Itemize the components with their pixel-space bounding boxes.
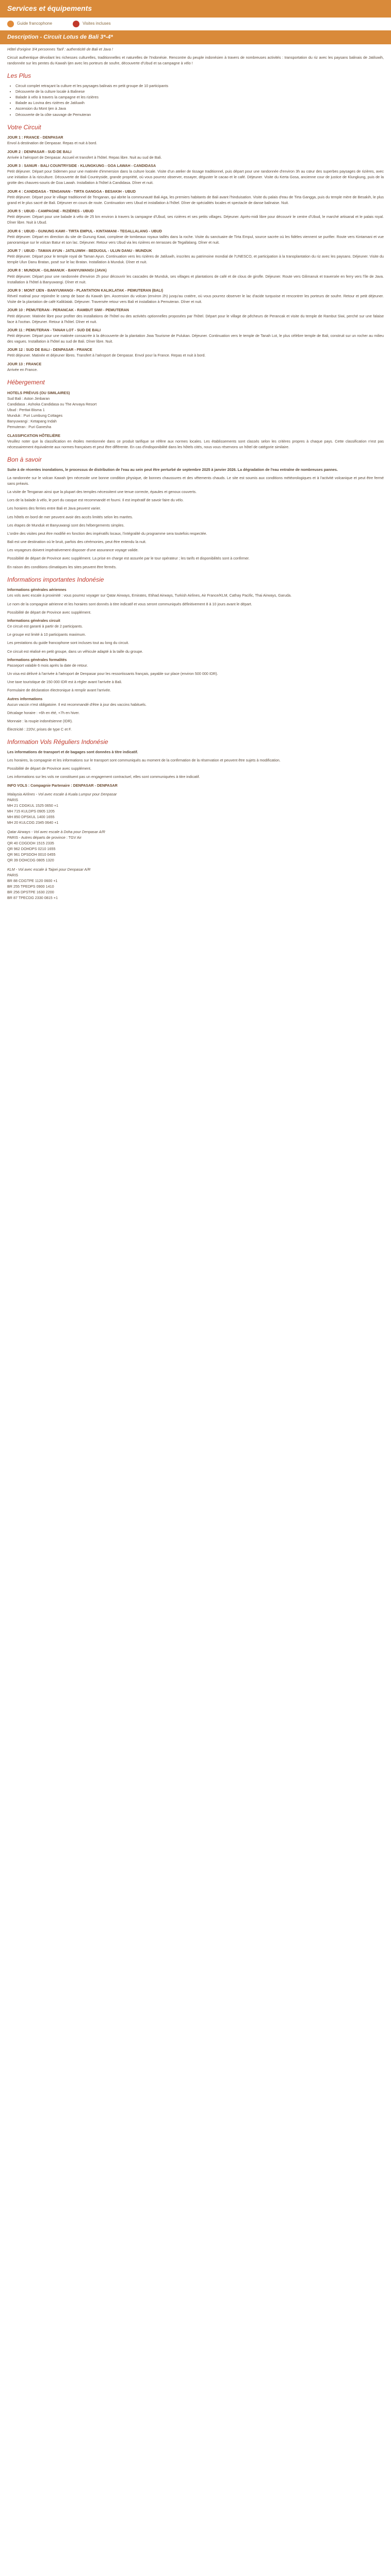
flight-line: BR 88 CDGTPE 1120 0600 +1 xyxy=(7,878,58,883)
flight-group xyxy=(7,867,384,901)
list-item: • Découverte de la côte sauvage de Pemuteran xyxy=(15,112,384,117)
day-title: JOUR 8 : MUNDUK - GILIMANUK - BANYUWANGI (JAVA) xyxy=(7,268,107,273)
day-text: Petit déjeuner. Départ pour une balade à vélo de 25 km environ à travers la campagne d'Ubud, ses rizières et ses petits villages. Déjeuner. Après-midi libre pour découvrir le centre d'Ubud, le marché artisanal et le palais royal. Dîner libre. Nuit à Ubud. xyxy=(7,214,384,225)
bon-a-savoir-heading: Bon à savoir xyxy=(7,456,42,464)
day-text: Envol à destination de Denpasar. Repas et nuit à bord. xyxy=(7,141,97,146)
list-item: Les hôtels en bord de mer peuvent avoir des accès limités selon les marées. xyxy=(7,514,133,519)
days-list xyxy=(7,134,384,372)
day-text: Arrivée en France. xyxy=(7,367,38,372)
list-item: Possibilité de départ de Province avec supplément. xyxy=(7,609,92,615)
list-item: Le nom de la compagnie aérienne et les horaires sont donnés à titre indicatif et vous seront communiqués définitivement 8 à 10 jours avant le départ. xyxy=(7,601,252,606)
circuit-body xyxy=(0,44,391,903)
flight-group-title: Qatar Airways - Vol avec escale à Doha pour Denpasar A/R xyxy=(7,829,105,834)
flight-group xyxy=(7,829,384,863)
day-title: JOUR 13 : FRANCE xyxy=(7,361,42,366)
list-item: Aucun vaccin n'est obligatoire. Il est recommandé d'être à jour des vaccins habituels. xyxy=(7,702,147,707)
badges-row xyxy=(0,18,391,30)
flight-line: MH 850 DPSKUL 1400 1655 xyxy=(7,815,55,820)
class-title: CLASSIFICATION HÔTELIÈRE xyxy=(7,433,60,438)
gen-title: Informations générales aériennes xyxy=(7,587,67,592)
flight-line: PARIS xyxy=(7,872,19,877)
flight-group-title: KLM - Vol avec escale à Taipei pour Denpasar A/R xyxy=(7,867,91,872)
day-text: Petit déjeuner. Matinée et déjeuner libres. Transfert à l'aéroport de Denpasar. Envol pour la France. Repas et nuit à bord. xyxy=(7,353,206,358)
list-item: • Ascension du Mont Ijen à Java xyxy=(15,106,384,111)
day-title: JOUR 4 : CANDIDASA - TENGANAN - TIRTA GANGGA - BESAKIH - UBUD xyxy=(7,189,136,194)
class-text: Veuillez noter que la classification en étoiles mentionnée dans ce produit tarifique se réfère aux normes locales. Les établissements sont classés selon les critères propres à chaque pays. Cette classification n'est pas nécessairement équivalente aux normes françaises et peut être différente. En cas d'indisponibilité dans les hôtels cités, nous vous réservons un hôtel de catégorie similaire. xyxy=(7,438,384,449)
day-text: Réveil matinal pour rejoindre le camp de base du Kawah Ijen. Ascension du volcan (environ 2h) jusqu'au cratère, où vous pourrez observer le lac d'acide turquoise et rencontrer les porteurs de soufre. Retour et petit déjeuner. Visite de la plantation de café Kaliklatak. Déjeuner. Traversée retour vers Bali et installation à Pemuteran. Dîner et nuit. xyxy=(7,294,384,304)
list-item: Bali est une destination où le bruit, parfois des cérémonies, peut être entendu la nuit. xyxy=(7,539,146,545)
day-text: Petit déjeuner. Départ pour le temple royal de Taman Ayun. Continuation vers les rizières de Jatiluwih, inscrites au patrimoine mondial de l'UNESCO, et participation à la transplantation du riz avec les paysans. Déjeuner. Visite du temple Ulun Danu Bratan, posé sur le lac Bratan. Installation à Munduk. Dîner et nuit. xyxy=(7,254,384,265)
list-item: En raison des conditions climatiques les sites peuvent être fermés. xyxy=(7,564,117,569)
vols-heading: Information Vols Réguliers Indonésie xyxy=(7,738,108,746)
flight-line: PARIS xyxy=(7,797,19,802)
day-title: JOUR 12 : SUD DE BALI - DENPASAR - FRANCE xyxy=(7,347,92,352)
flight-line: BR 87 TPECDG 2330 0815 +1 xyxy=(7,895,58,901)
circuit-intro: Circuit authentique dévoilant les richesses culturelles, traditionnelles et naturelles de l'Indonésie. Rencontre du peuple indonésien à travers de nombreuses activités : transportation du riz avec les paysans balinais de Jatiluwih, randonnée sur les pentes du Kawah Ijen avec les porteurs de soufre, découverte d'Ubud et sa campagne à vélo ! xyxy=(7,55,384,66)
day-title: JOUR 9 : MONT IJEN - BANYUWANGI - PLANTATION KALIKLATAK - PEMUTERAN (BALI) xyxy=(7,287,164,293)
list-item: La visite de Tenganan ainsi que la plupart des temples nécessitent une tenue correcte, épaules et genoux couverts. xyxy=(7,489,197,495)
flight-line: QR 962 DOHDPS 0210 1655 xyxy=(7,846,56,852)
list-item: Possibilité de départ de Province avec supplément. La prise en charge est assurée par le tour opérateur ; les tarifs et disponibilités sont à confirmer. xyxy=(7,556,250,561)
list-item: La randonnée sur le volcan Kawah Ijen nécessite une bonne condition physique, de bonnes chaussures et des vêtements chauds. Le site est soumis aux conditions météorologiques et à l'activité volcanique et peut être fermé sans préavis. xyxy=(7,475,384,486)
list-item: • Balade au Lovina des rizières de Jatiluwih xyxy=(15,100,384,106)
list-item: Électricité : 220V, prises de type C et F. xyxy=(7,727,72,732)
day-title: JOUR 10 : PEMUTERAN - PERANCAK - RAMBUT SIWI - PEMUTERAN xyxy=(7,308,129,313)
flight-line: MH 21 CDGKUL 1525 0650 +1 xyxy=(7,803,59,808)
day-title: JOUR 3 : SANUR - BALI COUNTRYSIDE - KLUNGKUNG - GOA LAWAH - CANDIDASA xyxy=(7,163,156,168)
list-item: Le groupe est limité à 10 participants maximum. xyxy=(7,632,86,637)
vols-text: Les informations sur les vols ne constituent pas un engagement contractuel, elles sont communiquées à titre indicatif. xyxy=(7,774,200,779)
votre-circuit-heading: Votre Circuit xyxy=(7,123,41,131)
vols-text: Possibilité de départ de Province avec supplément. xyxy=(7,766,92,771)
list-item: L'ordre des visites peut être modifié en fonction des impératifs locaux, l'intégralité du programme sera toutefois respectée. xyxy=(7,531,207,536)
list-item: Les étapes de Munduk et Banyuwangi sont des hébergements simples. xyxy=(7,522,125,528)
hebergement-heading: Hébergement xyxy=(7,378,45,386)
list-item: Ce circuit est garanti à partir de 2 participants. xyxy=(7,624,83,629)
list-item: Candidasa : Ashoka Candidasa ou The Anvaya Resort xyxy=(7,401,97,406)
bon-a-savoir-bold: Suite à de récentes inondations, le processus de distribution de l'eau au sein peut être perturbé de septembre 2025 à janvier 2026. La dégradation de l'eau entraîne de nombreuses pannes. xyxy=(7,467,338,472)
list-item: Décalage horaire : +6h en été, +7h en hiver. xyxy=(7,710,80,715)
list-item: • Circuit complet retraçant la culture et les paysages balinais en petit groupe de 10 participants xyxy=(15,83,384,89)
plus-list xyxy=(15,83,384,117)
flight-line: BR 256 DPSTPE 1630 2200 xyxy=(7,890,54,895)
list-item: Munduk : Puri Lumbung Cottages xyxy=(7,413,63,418)
list-item: • Balade à vélo à travers la campagne et les rizières xyxy=(15,94,384,100)
circuit-title: Description - Circuit Lotus de Bali 3*-4* xyxy=(0,30,391,44)
flight-line: QR 961 DPSDOH 0010 0455 xyxy=(7,852,56,857)
formal-title: Informations générales formalités xyxy=(7,657,67,662)
other-title: Autres informations xyxy=(7,696,43,701)
flight-line: MH 20 KULCDG 2345 0640 +1 xyxy=(7,820,59,825)
list-item: Les vols avec escale à proximité : vous pourrez voyager sur Qatar Airways, Emirates, Etihad Airways, Turkish Airlines, Air France/KLM, Cathay Pacific, Thai Airways, Garuda. xyxy=(7,593,292,598)
day-text: Petit déjeuner. Départ pour Sidemen pour une matinée d'immersion dans la culture locale. Visite d'un atelier de tissage traditionnel, puis départ pour une randonnée d'environ 3h au cœur des superbes paysages de rizières, avec une initiation à la riziculture. Découverte de Bali Countryside, grande propriété, où vous pourrez observer, essayer, déguster le cacao et le café. Déjeuner. Visite du Kerta Gosa, ancienne cour de justice de Klungkung, puis de la grotte des chauves-souris de Goa Lawah. Installation à l'hôtel à Candidasa. Dîner et nuit. xyxy=(7,169,384,185)
list-item: Sud Bali : Aston Jimbaran xyxy=(7,396,50,401)
day-text: Arrivée à l'aéroport de Denpasar. Accueil et transfert à l'hôtel. Repas libre. Nuit au sud de Bali. xyxy=(7,155,162,160)
flight-line: MH 715 KULDPS 0905 1205 xyxy=(7,809,55,814)
day-text: Petit déjeuner. Départ pour le village traditionnel de Tenganan, qui abrite la communauté Bali Aga, les premiers habitants de Bali avant l'hinduisation. Visite du palais d'eau de Tirta Gangga, puis du temple mère de Besakih, le plus grand et le plus sacré de Bali. Déjeuner en cours de route. Continuation vers Ubud et installation à l'hôtel. Dîner de spécialités locales et spectacle de danse balinaise. Nuit. xyxy=(7,194,384,205)
day-title: JOUR 7 : UBUD - TAMAN AYUN - JATILUWIH - BEDUGUL - ULUN DANU - MUNDUK xyxy=(7,248,152,253)
day-text: Petit déjeuner. Matinée libre pour profiter des installations de l'hôtel ou des activités optionnelles proposées par l'hôtel. Départ pour le village de pêcheurs de Perancak et visite du temple de Rambut Siwi, perché sur une falaise face à l'océan. Déjeuner. Retour à l'hôtel. Dîner et nuit. xyxy=(7,313,384,324)
list-item: Les voyageurs doivent impérativement disposer d'une assurance voyage valide. xyxy=(7,548,139,553)
list-item: Pemuteran : Puri Ganesha xyxy=(7,425,52,430)
badge-visites: Visites incluses xyxy=(73,21,111,27)
list-item: Formulaire de déclaration électronique à remplir avant l'arrivée. xyxy=(7,688,111,693)
day-title: JOUR 1 : FRANCE - DENPASAR xyxy=(7,135,63,140)
flight-group xyxy=(7,791,384,826)
flight-line: PARIS - Autres départs de province : TGV Air xyxy=(7,835,82,840)
day-text: Petit déjeuner. Départ pour une randonnée d'environ 2h pour découvrir les cascades de Munduk, ses villages et plantations de café et de clous de girofle. Déjeuner. Route vers Gilimanuk et traversée en ferry vers l'île de Java. Installation à l'hôtel à Banyuwangi. Dîner et nuit. xyxy=(7,274,384,284)
vols-text: Les informations de transport et de bagages sont données à titre indicatif. xyxy=(7,749,138,754)
list-item: • Découverte de la culture locale à Balinese xyxy=(15,89,384,94)
list-item: Ce circuit est réalisé en petit groupe, dans un véhicule adapté à la taille du groupe. xyxy=(7,649,143,654)
hotels-title: HOTELS PRÉVUS (OU SIMILAIRES) xyxy=(7,390,70,395)
flight-line: QR 40 CDGDOH 1515 2335 xyxy=(7,840,54,845)
list-item: Un visa est délivré à l'arrivée à l'aéroport de Denpasar pour les ressortissants français, payable sur place (environ 500 000 IDR). xyxy=(7,671,218,676)
vols-info-title: INFO VOLS : Compagnie Partenaire : DENPASAR - DENPASAR xyxy=(7,783,118,788)
infos-heading: Informations importantes Indonésie xyxy=(7,575,104,583)
day-text: Petit déjeuner. Départ pour une matinée consacrée à la découverte de la plantation Jiwa Tourisme de Pulukan. Déjeuner. Continuation vers le temple de Tanah Lot, le plus célèbre temple de Bali, construit sur un rocher au milieu des vagues. Installation à l'hôtel au sud de Bali. Dîner libre. Nuit. xyxy=(7,333,384,344)
flight-line: QR 39 DOHCDG 0805 1320 xyxy=(7,858,54,863)
visits-icon xyxy=(73,21,79,27)
list-item: Monnaie : la roupie indonésienne (IDR). xyxy=(7,718,73,723)
list-item: Passeport valable 6 mois après la date de retour. xyxy=(7,663,88,668)
bon-a-savoir-list xyxy=(7,475,384,570)
vols-text: Les horaires, la compagnie et les informations sur le transport sont communiqués au moment de la confirmation de la réservation et peuvent être sujets à modification. xyxy=(7,758,281,763)
day-text: Petit déjeuner. Départ en direction du site de Gunung Kawi, complexe de tombeaux royaux taillés dans la roche. Visite du sanctuaire de Tirta Empul, source sacrée où les fidèles viennent se purifier. Route vers Kintamani et vue panoramique sur le volcan Batur et son lac. Déjeuner. Retour vers Ubud via les rizières en terrasses de Tegallalang. Dîner et nuit. xyxy=(7,234,384,245)
circuit-info-title: Informations générales circuit xyxy=(7,618,60,623)
flight-group-title: Malaysia Airlines - Vol avec escale à Kuala Lumpur pour Denpasar xyxy=(7,791,117,796)
page-header: Services et équipements xyxy=(0,0,391,18)
list-item: Lors de la balade à vélo, le port du casque est recommandé et fourni. Il est impératif de savoir faire du vélo. xyxy=(7,498,184,503)
day-title: JOUR 5 : UBUD - CAMPAGNE - RIZIÈRES - UBUD xyxy=(7,209,94,214)
list-item: Les prestations du guide francophone sont incluses tout au long du circuit. xyxy=(7,640,129,646)
list-item: Une taxe touristique de 150 000 IDR est à régler avant l'arrivée à Bali. xyxy=(7,680,122,685)
hotels-list xyxy=(7,396,384,430)
flight-line: BR 255 TPEDPS 0900 1410 xyxy=(7,884,54,889)
circuit-meta: Hôtel d'origine 3/4 personnes Tarif : authenticité de Bali et Java ! xyxy=(7,46,113,52)
plus-heading: Les Plus xyxy=(7,72,31,80)
day-title: JOUR 11 : PEMUTERAN - TANAH LOT - SUD DE BALI xyxy=(7,327,101,332)
guide-icon xyxy=(7,21,14,27)
list-item: Les horaires des ferries entre Bali et Java peuvent varier. xyxy=(7,506,101,511)
day-title: JOUR 6 : UBUD - GUNUNG KAWI - TIRTA EMPUL - KINTAMANI - TEGALLALANG - UBUD xyxy=(7,228,162,233)
badge-guide: Guide francophone xyxy=(7,21,52,27)
list-item: Banyuwangi : Ketapang Indah xyxy=(7,419,57,424)
day-title: JOUR 2 : DENPASAR - SUD DE BALI xyxy=(7,149,72,154)
list-item: Ubud : Pertiwi Bisma 1 xyxy=(7,408,45,413)
